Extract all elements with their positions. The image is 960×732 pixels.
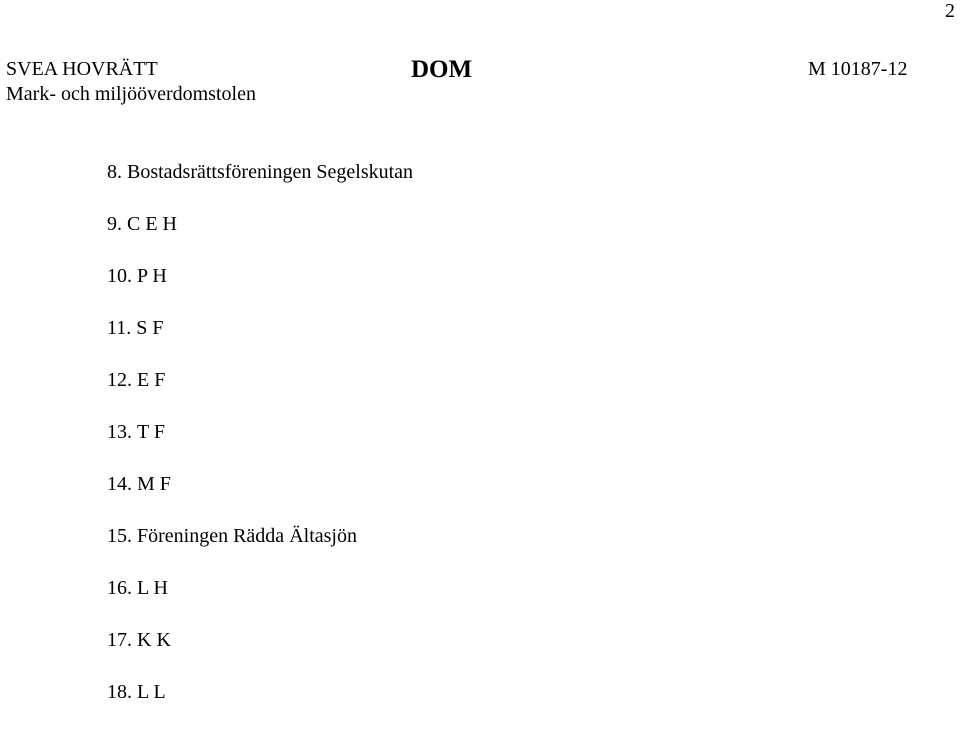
- party-name: S F: [136, 317, 164, 339]
- court-division: Mark- och miljööverdomstolen: [6, 83, 256, 105]
- party-number: 9.: [107, 213, 122, 235]
- party-name: C E H: [127, 213, 177, 235]
- party-name: Föreningen Rädda Ältasjön: [137, 525, 357, 547]
- case-number: M 10187-12: [808, 58, 908, 80]
- party-name: Bostadsrättsföreningen Segelskutan: [127, 161, 414, 183]
- list-item: [107, 628, 413, 652]
- party-number: 13.: [107, 421, 132, 443]
- list-item: [107, 212, 413, 236]
- list-item: [107, 524, 413, 548]
- party-number: 12.: [107, 369, 132, 391]
- page-number: 2: [945, 0, 955, 22]
- party-name: M F: [137, 473, 171, 495]
- list-item: [107, 420, 413, 444]
- party-name: L H: [137, 577, 168, 599]
- party-number: 10.: [107, 265, 132, 287]
- list-item: [107, 680, 413, 704]
- party-number: 16.: [107, 577, 132, 599]
- party-name: P H: [137, 265, 167, 287]
- party-number: 11.: [107, 317, 132, 339]
- court-name: SVEA HOVRÄTT: [6, 58, 158, 80]
- list-item: [107, 576, 413, 600]
- list-item: [107, 160, 413, 184]
- list-item: [107, 472, 413, 496]
- list-item: [107, 316, 413, 340]
- document-type: DOM: [411, 56, 473, 83]
- party-name: T F: [137, 421, 165, 443]
- party-list: [107, 160, 413, 732]
- party-number: 14.: [107, 473, 132, 495]
- party-number: 17.: [107, 629, 132, 651]
- party-number: 8.: [107, 161, 122, 183]
- list-item: [107, 264, 413, 288]
- party-number: 18.: [107, 681, 132, 703]
- list-item: [107, 368, 413, 392]
- party-name: K K: [137, 629, 171, 651]
- party-number: 15.: [107, 525, 132, 547]
- party-name: L L: [137, 681, 166, 703]
- party-name: E F: [137, 369, 166, 391]
